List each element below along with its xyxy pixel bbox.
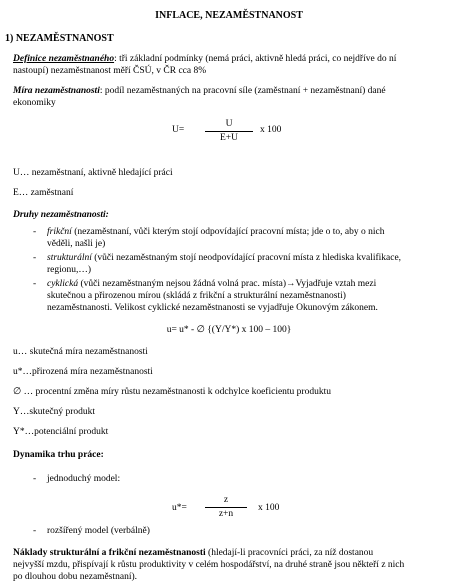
rate-term: Míra nezaměstnanosti: [13, 86, 100, 96]
def2-y-star: Y*…potenciální produkt: [13, 427, 109, 437]
formula2-numerator: z: [223, 495, 229, 505]
costs-term: Náklady strukturální a frikční nezaměstnanosti: [13, 548, 206, 558]
formula1-multiplier: x 100: [260, 125, 282, 135]
type-cyclical-term: cyklická: [47, 279, 79, 289]
formula2-denominator: z+n: [218, 509, 234, 519]
type-structural-text: (vůči nezaměstnaným stojí neodpovídající pracovní místa z hlediska kvalifikace,: [91, 253, 402, 263]
def2-y: Y…skutečný produkt: [13, 407, 96, 417]
list-dash: -: [33, 474, 37, 484]
definition-line-1: [13, 54, 396, 66]
dynamics-item-extended: rozšířený model (verbálně): [47, 526, 150, 536]
list-dash: -: [33, 227, 37, 237]
dynamics-item-simple: jednoduchý model:: [47, 474, 121, 484]
type-structural-line-2: regionu,…): [47, 265, 92, 275]
def2-u: u… skutečná míra nezaměstnanosti: [13, 347, 148, 357]
type-cyclical-line-2: skutečnou a přirozenou mírou (skládá z frikční a strukturální nezaměstnanosti): [47, 291, 346, 301]
def2-phi: ∅ … procentní změna míry růstu nezaměstnanosti k odchylce koeficientu produktu: [13, 387, 331, 397]
definition-term: Definice nezaměstnaného: [13, 54, 115, 64]
formula1-denominator: E+U: [219, 133, 239, 143]
formula1-numerator: U: [225, 119, 233, 129]
costs-text: (hledají-li pracovníci práci, za níž dostanou: [205, 548, 374, 558]
rate-line-1: [13, 86, 386, 98]
list-dash: -: [33, 526, 37, 536]
type-frictional-line-2: věděli, našli je): [47, 239, 106, 249]
costs-line-3: po dlouhou dobu nezaměstnaní).: [13, 572, 138, 582]
definition-line-2: nastoupí) nezaměstnanost měří ČSÚ, v ČR cca 8%: [13, 66, 207, 76]
list-dash: -: [33, 279, 37, 289]
dynamics-heading: Dynamika trhu práce:: [13, 450, 104, 460]
formula1-lhs: U=: [172, 125, 185, 135]
def-u: U… nezaměstnaní, aktivně hledající práci: [13, 168, 173, 178]
definition-text: : tři základní podmínky (nemá práci, aktivně hledá práci, co nejdříve do ní: [114, 54, 397, 64]
types-heading: Druhy nezaměstnanosti:: [13, 210, 109, 220]
def-e: E… zaměstnaní: [13, 188, 74, 198]
costs-line-1: [13, 548, 373, 560]
type-frictional-text: (nezaměstnaní, vůči kterým stojí odpovídající pracovní místa; jde o to, aby o nich: [71, 227, 385, 237]
section-heading: 1) NEZAMĚSTNANOST: [5, 33, 114, 44]
document-title: INFLACE, NEZAMĚSTNANOST: [155, 10, 303, 21]
formula1-fraction-bar: [205, 131, 253, 132]
type-frictional-line-1: [47, 227, 384, 239]
type-cyclical-text: (vůči nezaměstnaným nejsou žádná volná prac. místa)→Vyjadřuje vztah mezi: [78, 279, 377, 289]
list-dash: -: [33, 253, 37, 263]
rate-text: : podíl nezaměstnaných na pracovní síle (zaměstnaní + nezaměstnaní) dané: [99, 86, 386, 96]
type-cyclical-line-1: [47, 279, 376, 291]
type-frictional-term: frikční: [47, 227, 72, 237]
formula2-multiplier: x 100: [258, 503, 280, 513]
def2-u-star: u*…přirozená míra nezaměstnanosti: [13, 367, 153, 377]
type-structural-line-1: [47, 253, 401, 265]
rate-line-2: ekonomiky: [13, 98, 56, 108]
okun-formula: u= u* - ∅ {(Y/Y*) x 100 – 100}: [166, 325, 292, 335]
formula2-lhs: u*=: [172, 503, 187, 513]
type-cyclical-line-3: nezaměstnanosti. Velikost cyklické nezaměstnanosti se vyjadřuje Okunovým zákonem.: [47, 303, 378, 313]
type-structural-term: strukturální: [47, 253, 92, 263]
costs-line-2: nejvyšší mzdu, přispívají k růstu produktivity v celém hospodářství, na druhé straně jsou někteří z nich: [13, 560, 405, 570]
formula2-fraction-bar: [205, 507, 247, 508]
